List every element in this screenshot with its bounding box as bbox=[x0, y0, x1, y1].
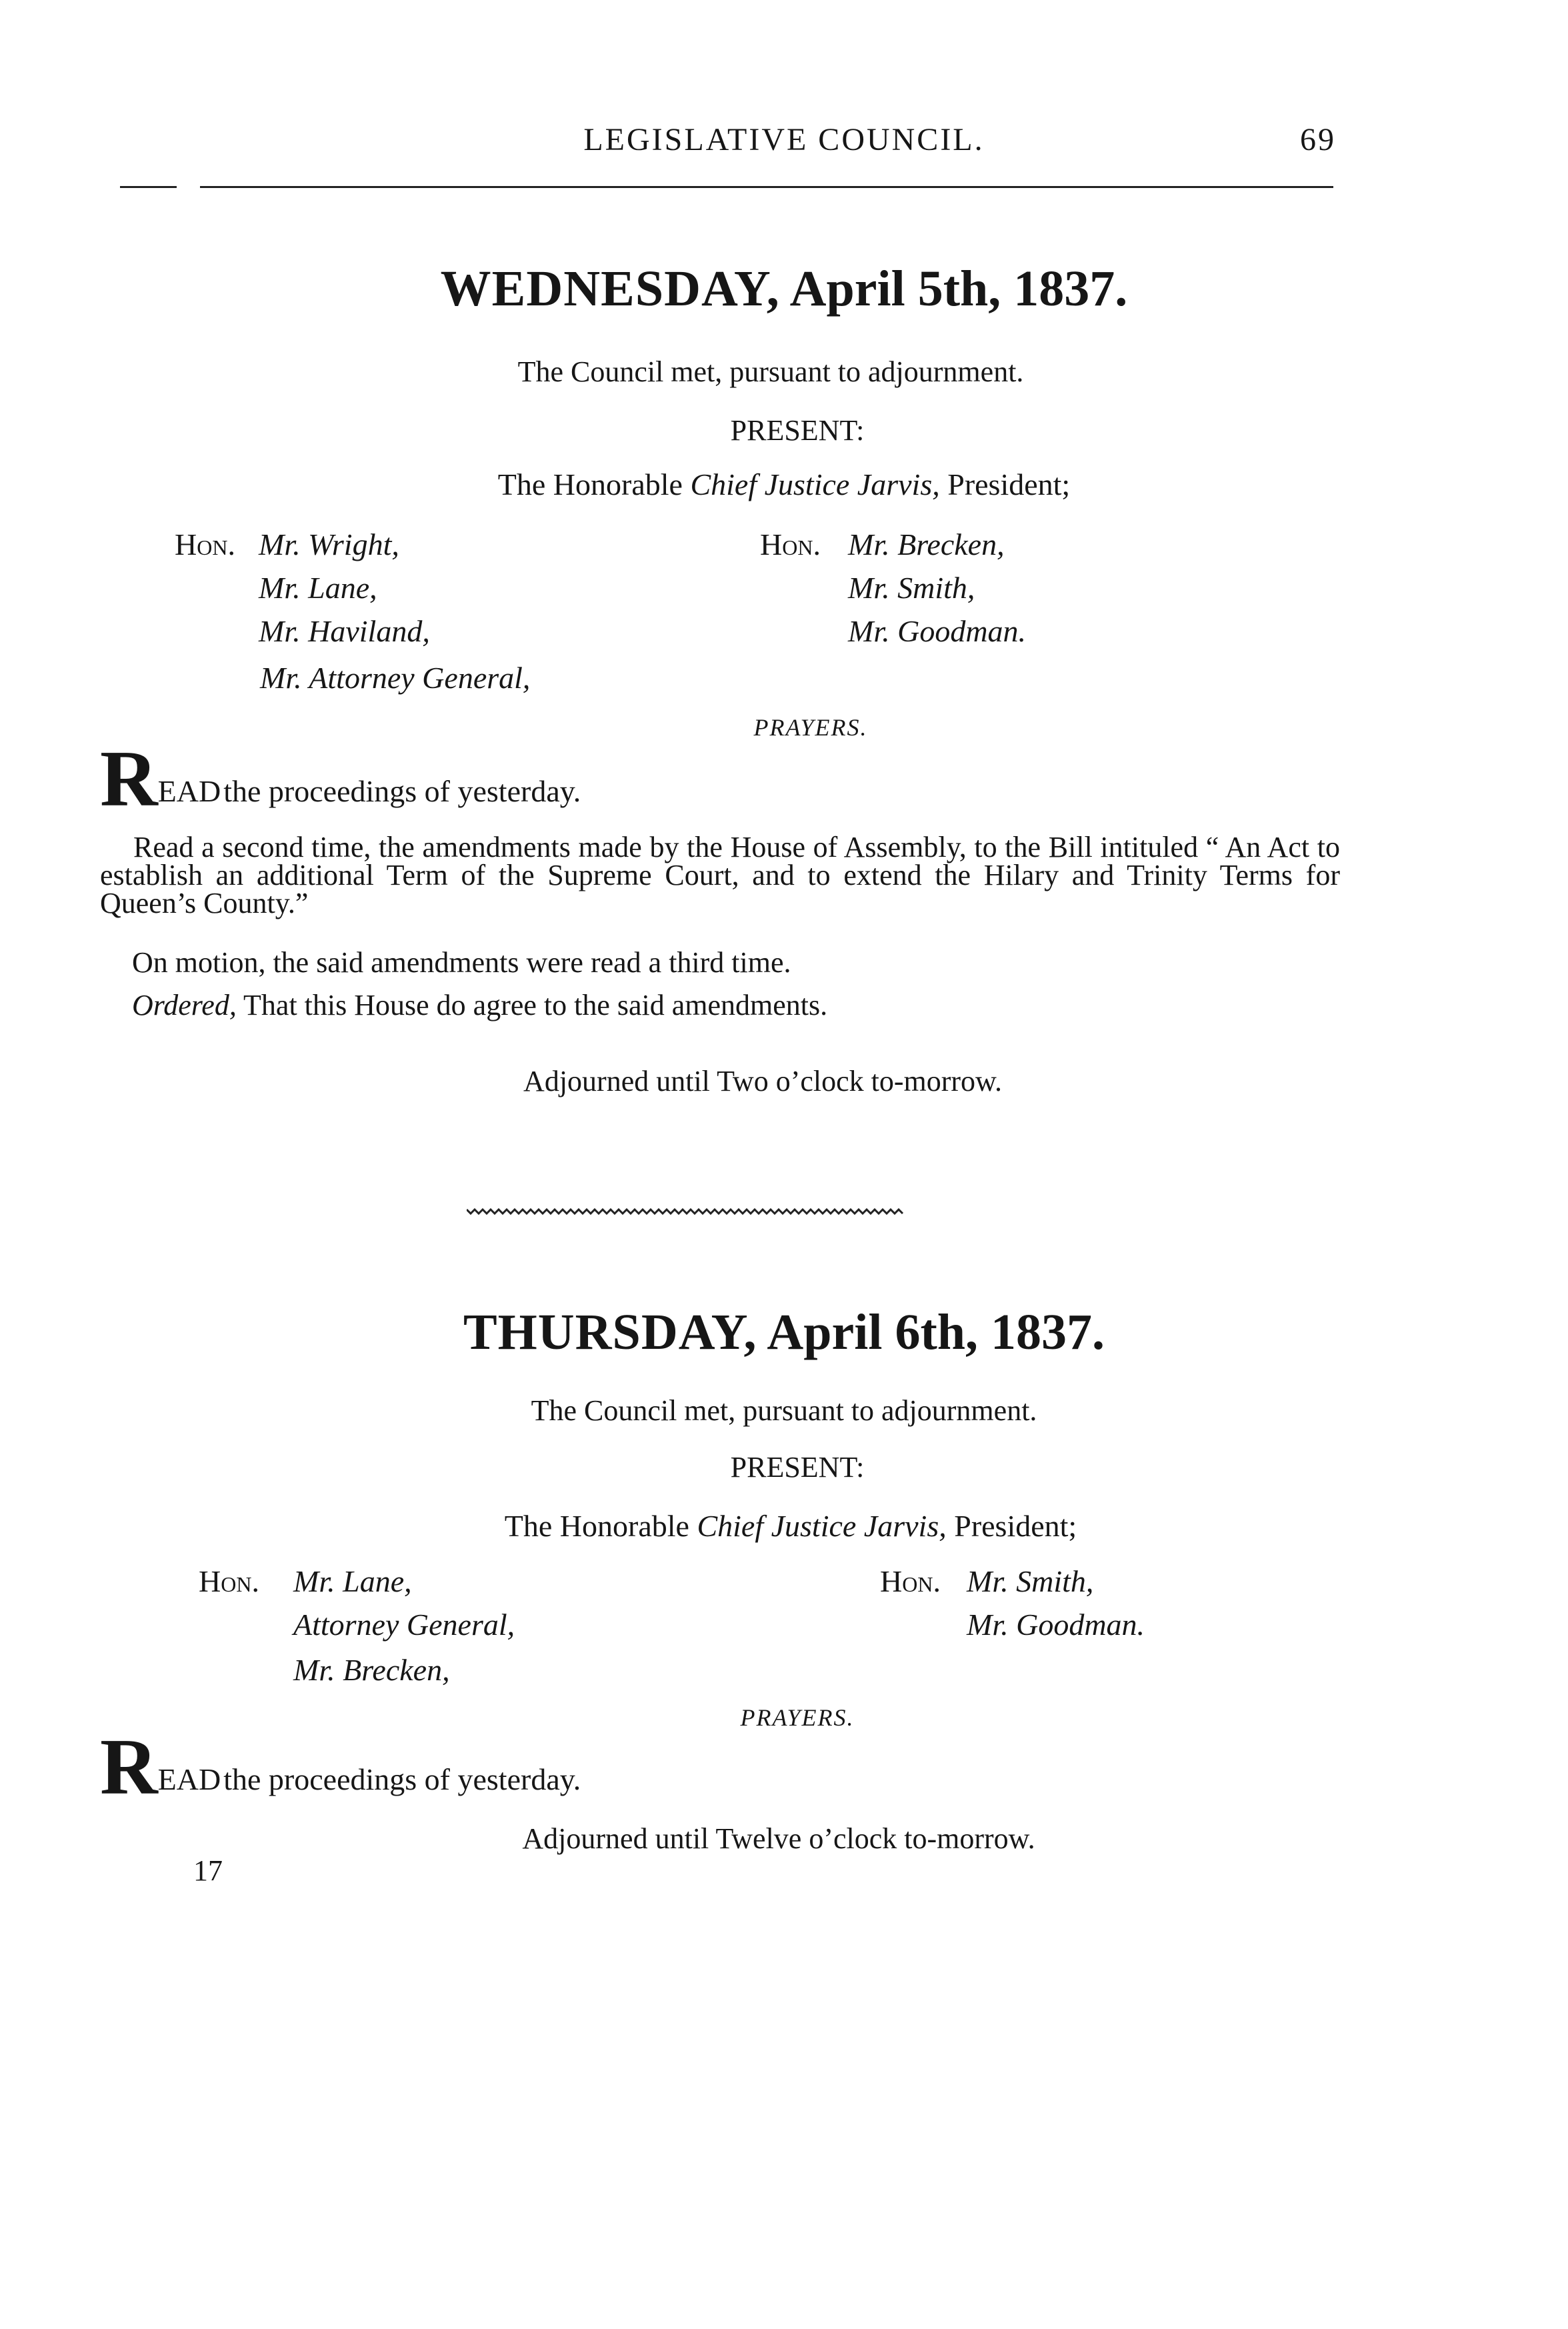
member-right: Mr. Goodman. bbox=[848, 614, 1027, 648]
amendment-paragraph: Read a second time, the amendments made by the House of Assembly, to the Bill intituled “ An Act to establish an additional Term of the Supreme Court, and to extend the Hilary and Trinity Terms for Queen’s County.” bbox=[100, 831, 1340, 919]
day-date: April 6th, 1837. bbox=[767, 1304, 1105, 1360]
president-line bbox=[0, 467, 1568, 502]
header-rule-short bbox=[120, 186, 177, 188]
adjourned-line: Adjourned until Two o’clock to-morrow. bbox=[523, 1065, 1002, 1097]
member-right: Mr. Goodman. bbox=[967, 1608, 1145, 1642]
read-text: the proceedings of yesterday. bbox=[223, 1762, 581, 1796]
member-left: Mr. Wright, bbox=[259, 527, 399, 561]
prayers-label: PRAYERS. bbox=[753, 714, 868, 741]
hon-label: Hon. bbox=[760, 527, 821, 561]
page-number: 69 bbox=[1300, 122, 1336, 157]
member-left: Mr. Haviland, bbox=[259, 614, 430, 648]
read-proceedings-line bbox=[100, 1722, 581, 1811]
read-caps: EAD bbox=[157, 1762, 221, 1796]
member-left: Mr. Lane, bbox=[293, 1564, 412, 1598]
day-heading bbox=[0, 260, 1568, 318]
adjourned-line: Adjourned until Twelve o’clock to-morrow. bbox=[522, 1822, 1035, 1855]
member-left: Mr. Brecken, bbox=[293, 1653, 450, 1687]
day-date: April 5th, 1837. bbox=[789, 261, 1128, 317]
members-right-prefix bbox=[880, 1564, 941, 1599]
running-header-title: LEGISLATIVE COUNCIL. bbox=[583, 122, 985, 157]
council-met-line: The Council met, pursuant to adjournment. bbox=[531, 1394, 1037, 1427]
president-name: Chief Justice Jarvis, bbox=[697, 1509, 947, 1543]
ordered-paragraph bbox=[132, 988, 827, 1022]
hon-label: Hon. bbox=[199, 1564, 259, 1598]
signature-mark: 17 bbox=[193, 1854, 223, 1887]
member-right: Mr. Smith, bbox=[848, 571, 975, 605]
president-prefix: The Honorable bbox=[497, 467, 683, 501]
header-rule-long bbox=[200, 186, 1333, 188]
present-label: PRESENT: bbox=[730, 414, 865, 447]
hon-label: Hon. bbox=[175, 527, 235, 561]
drop-cap: R bbox=[100, 1722, 158, 1811]
members-right-prefix bbox=[760, 527, 821, 562]
motion-paragraph: On motion, the said amendments were read a third time. bbox=[132, 946, 791, 979]
president-prefix: The Honorable bbox=[504, 1509, 689, 1543]
day-of-week: THURSDAY, bbox=[463, 1304, 757, 1360]
president-line bbox=[7, 1508, 1568, 1544]
member-right: Mr. Brecken, bbox=[848, 527, 1005, 561]
ordered-text: That this House do agree to the said amendments. bbox=[243, 989, 828, 1021]
member-left: Mr. Attorney General, bbox=[260, 661, 531, 695]
drop-cap: R bbox=[100, 734, 158, 823]
present-label: PRESENT: bbox=[730, 1451, 865, 1484]
read-text: the proceedings of yesterday. bbox=[223, 774, 581, 808]
member-right: Mr. Smith, bbox=[967, 1564, 1094, 1598]
ornamental-divider bbox=[467, 1207, 907, 1216]
members-left-prefix bbox=[199, 1564, 259, 1599]
members-left-prefix bbox=[175, 527, 235, 562]
ordered-label: Ordered, bbox=[132, 989, 237, 1021]
hon-label: Hon. bbox=[880, 1564, 941, 1598]
council-met-line: The Council met, pursuant to adjournment. bbox=[517, 355, 1024, 388]
member-left: Mr. Lane, bbox=[259, 571, 377, 605]
read-caps: EAD bbox=[157, 774, 221, 808]
read-proceedings-line bbox=[100, 734, 581, 823]
president-name: Chief Justice Jarvis, bbox=[690, 467, 940, 501]
day-heading bbox=[0, 1304, 1568, 1362]
president-suffix: President; bbox=[947, 467, 1071, 501]
prayers-label: PRAYERS. bbox=[740, 1704, 855, 1731]
member-left: Attorney General, bbox=[293, 1608, 515, 1642]
president-suffix: President; bbox=[954, 1509, 1077, 1543]
day-of-week: WEDNESDAY, bbox=[440, 261, 780, 317]
